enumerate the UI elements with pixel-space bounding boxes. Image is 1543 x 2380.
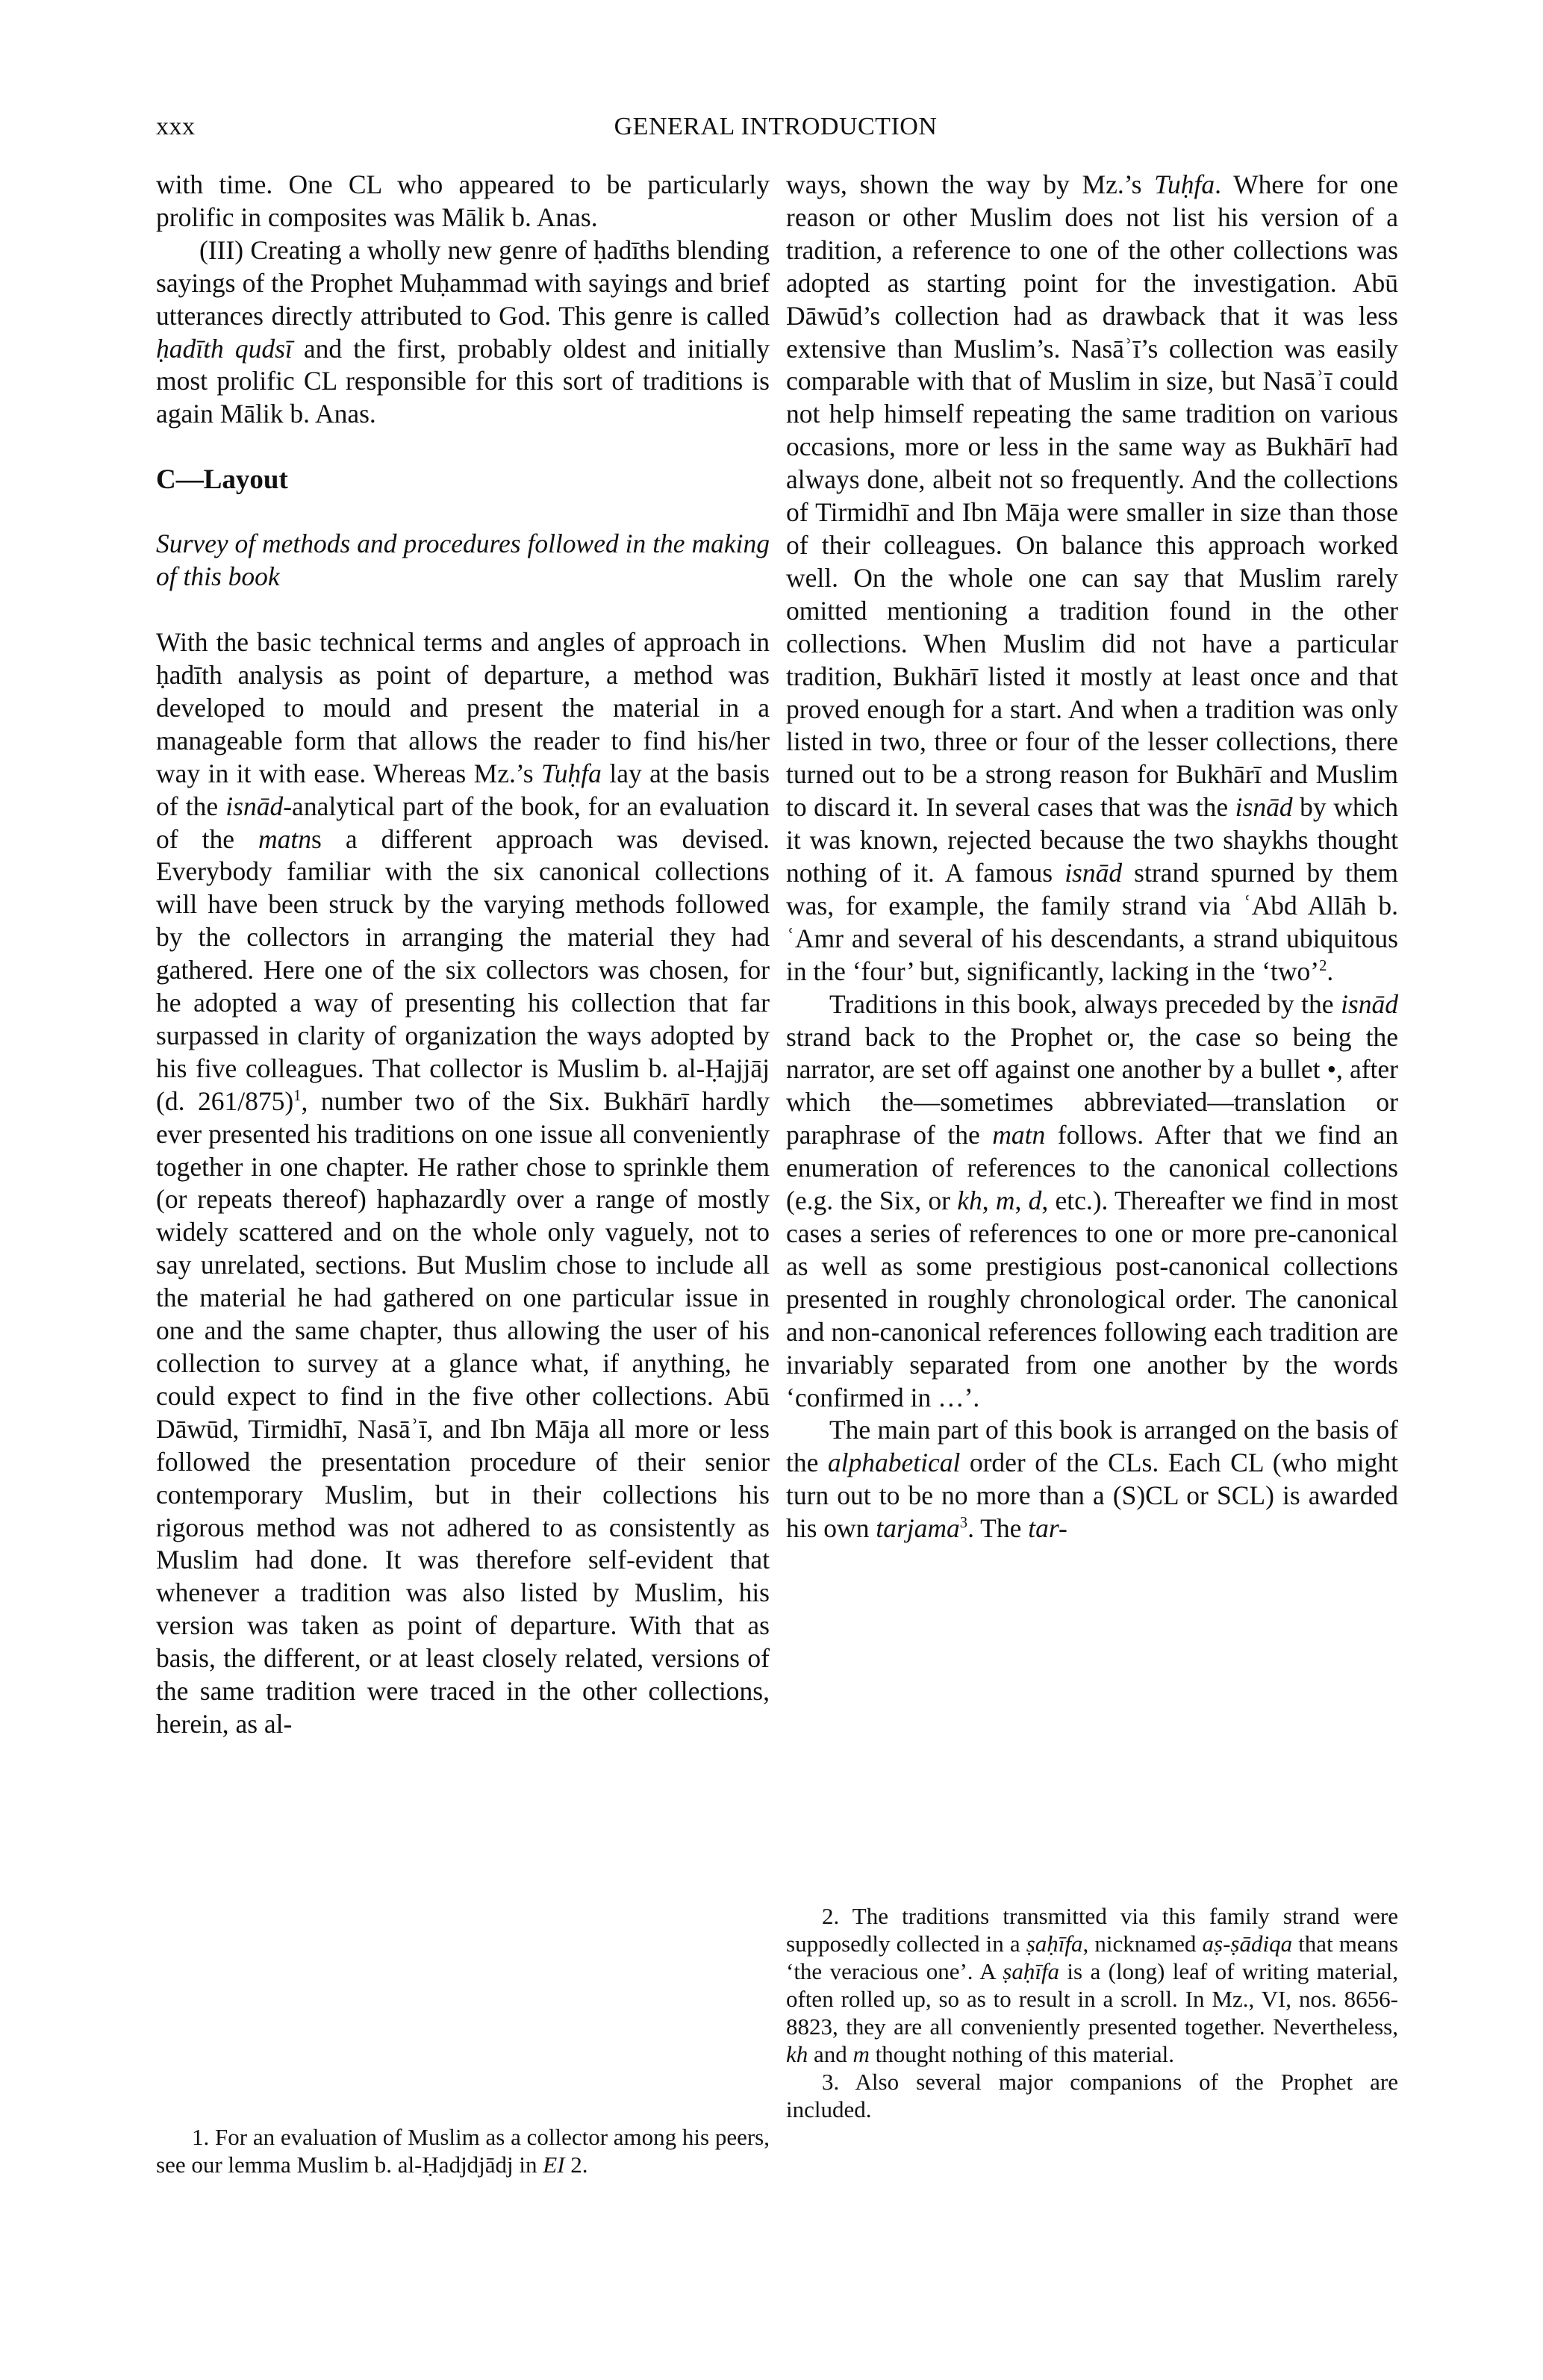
term-matn: matn: [992, 1120, 1046, 1150]
siglum-kh: kh: [786, 2041, 808, 2067]
term-tarjama: tarjama: [876, 1513, 960, 1544]
term-alphabetical: alphabetical: [827, 1448, 961, 1478]
term-as-sadiqa: aṣ-ṣādiqa: [1202, 1931, 1293, 1957]
term-isnad: isnād: [1341, 988, 1398, 1019]
title-ei: EI: [543, 2152, 565, 2178]
section-heading: C—Layout: [156, 464, 288, 496]
siglum-m: m: [852, 2041, 870, 2067]
term-sahifa: ṣaḥīfa: [1003, 1958, 1060, 1984]
title-tuhfa: Tuḥfa: [1154, 169, 1215, 199]
term-sahifa: ṣaḥīfa: [1026, 1931, 1083, 1957]
footnote-2: 2. The traditions transmitted via this family strand were supposedly collected in a ṣaḥīfa, nicknamed aṣ-ṣādiqa that means ‘the veracious one’. A ṣaḥīfa is a (long) leaf of writing material, often rolled up, so as to result in a scroll. In Mz., VI, nos. 8656-8823, they are all conveniently presented together. Nevertheless, kh and m thought nothing of this material.: [786, 1903, 1398, 2067]
footnote-1: 1. For an evaluation of Muslim as a collector among his peers, see our lemma Muslim b. al-Ḥadjdjādj in EI 2.: [156, 2124, 770, 2178]
page-number: xxx: [156, 113, 196, 140]
footnote-ref-3[interactable]: 3: [959, 1515, 968, 1532]
footnotes-left: [156, 2123, 770, 2178]
footnote-ref-2[interactable]: 2: [1319, 957, 1327, 974]
paragraph: (III) Creating a wholly new genre of ḥadīths blending sayings of the Prophet Muḥammad with sayings and brief utterances directly attributed to God. This genre is called ḥadīth qudsī and the first, probably oldest and initially most prolific CL responsible for this sort of traditions is again Mālik b. Anas.: [156, 234, 770, 429]
left-column: [156, 169, 770, 1741]
paragraph: ways, shown the way by Mz.’s Tuḥfa. Where for one reason or other Muslim does not list his version of a tradition, a reference to one of the other collections was adopted as starting point for the investigation. Abū Dāwūd’s collection had as drawback that it was less extensive than Muslim’s. Nasāʾī’s collection was easily comparable with that of Muslim in size, but Nasāʾī could not help himself repeating the same tradition on various occasions, more or less in the same way as Bukhārī had always done, albeit not so frequently. And the collections of Tirmidhī and Ibn Māja were smaller in size than those of their colleagues. On balance this approach worked well. On the whole one can say that Muslim rarely omitted mentioning a tradition found in the other collections. When Muslim did not have a particular tradition, Bukhārī listed it mostly at least once and that proved enough for a start. And when a tradition was only listed in two, three or four of the lesser collections, there turned out to be a strong reason for Bukhārī and Muslim to discard it. In several cases that was the isnād by which it was known, rejected because the two shaykhs thought nothing of it. A famous isnād strand spurned by them was, for example, the family strand via ʿAbd Allāh b. ʿAmr and several of his descendants, a strand ubiquitous in the ‘four’ but, significantly, lacking in the ‘two’$^2$.: [786, 169, 1399, 986]
running-header: [156, 110, 1395, 143]
paragraph: With the basic technical terms and angles of approach in ḥadīth analysis as point of departure, a method was developed to mould and present the material in a manageable form that allows the reader to find his/her way in it with ease. Whereas Mz.’s Tuḥfa lay at the basis of the isnād-analytical part of the book, for an evaluation of the matns a different approach was devised. Everybody familiar with the six canonical collections will have been struck by the varying methods followed by the collectors in arranging the material they had gathered. Here one of the six collectors was chosen, for he adopted a way of presenting his collection that far surpassed in clarity of organization the ways adopted by his five colleagues. That collector is Muslim b. al-Ḥajjāj (d. 261/875)$^1$, number two of the Six. Bukhārī hardly ever presented his traditions on one issue all conveniently together in one chapter. He rather chose to sprinkle them (or repeats thereof) haphazardly over a range of mostly widely scattered and on the whole only vaguely, not to say unrelated, sections. But Muslim chose to include all the material he had gathered on one particular issue in one and the same chapter, thus allowing the user of his collection to survey at a glance what, if anything, he could expect to find in the five other collections. Abū Dāwūd, Tirmidhī, Nasāʾī, and Ibn Māja all more or less followed the presentation procedure of their senior contemporary Muslim, but in their collections his rigorous method was not adhered to as consistently as Muslim had done. It was therefore self-evident that whenever a tradition was also listed by Muslim, his version was taken as point of departure. With that as basis, the different, or at least closely related, versions of the same tradition were traced in the other collections, herein, as al-: [156, 627, 770, 1739]
footnotes-right: [786, 1902, 1398, 2123]
term-isnad: isnād: [1235, 792, 1293, 823]
siglum-d: d: [1028, 1186, 1042, 1216]
paragraph: The main part of this book is arranged on the basis of the alphabetical order of the CLs. Each CL (who might turn out to be no more than a (S)CL or SCL) is awarded his own tarjama$^3$. The tar-: [786, 1415, 1399, 1544]
footnote-3: 3. Also several major companions of the Prophet are included.: [786, 2069, 1398, 2122]
siglum-m: m: [995, 1186, 1015, 1216]
term-tarjama-hyphenated: tar-: [1028, 1513, 1067, 1544]
siglum-kh: kh: [957, 1186, 982, 1216]
term-isnad: isnād: [1064, 858, 1123, 888]
section-subheading: Survey of methods and procedures followed in the making of this book: [156, 529, 770, 592]
footnote-ref-1[interactable]: 1: [293, 1087, 302, 1104]
right-column: [786, 169, 1398, 1545]
term-isnad: isnād: [225, 791, 284, 821]
title-tuhfa: Tuḥfa: [541, 758, 602, 788]
paragraph: Traditions in this book, always preceded by the isnād strand back to the Prophet or, the case so being the narrator, are set off against one another by a bullet •, after which the—sometimes abbreviated—translation or paraphrase of the matn follows. After that we find an enumeration of references to the canonical collections (e.g. the Six, or kh, m, d, etc.). Thereafter we find in most cases a series of references to one or more pre-canonical as well as some prestigious post-canonical collections presented in roughly chronological order. The canonical and non-canonical references following each tradition are invariably separated from one another by the words ‘confirmed in …’.: [786, 988, 1399, 1412]
running-title: GENERAL INTRODUCTION: [614, 113, 938, 140]
term-matn: matn: [258, 823, 312, 854]
paragraph: with time. One CL who appeared to be particularly prolific in composites was Mālik b. Anas.: [156, 169, 770, 232]
term-hadith-qudsi: ḥadīth qudsī: [156, 333, 293, 364]
